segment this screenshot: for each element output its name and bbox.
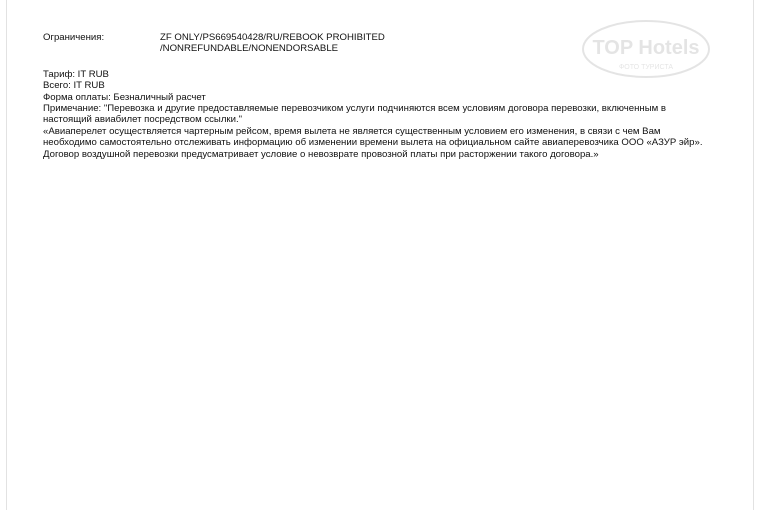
ticket-text [43,32,703,160]
page-right-edge [753,0,754,510]
svg-text:ФОТО ТУРИСТА: ФОТО ТУРИСТА [618,64,674,71]
note-paragraph: Примечание: "Перевозка и другие предоставляемые перевозчиком услуги подчиняются всем условиям договора перевозки, включенным в настоящий авиабилет посредством ссылки." [43,103,666,126]
restrictions-value-line2: /NONREFUNDABLE/NONENDORSABLE [160,43,339,55]
spacer [43,55,703,69]
restrictions-row [43,32,703,55]
contract-paragraph: Договор воздушной перевозки предусматривает условие о невозврате провозной платы при расторжении такого договора.» [43,148,599,160]
total-line: Всего: IT RUB [43,80,105,92]
page-left-edge [6,0,7,510]
restrictions-value-line1: ZF ONLY/PS669540428/RU/REBOOK PROHIBITED [160,32,385,43]
charter-paragraph: «Авиаперелет осуществляется чартерным рейсом, время вылета не является существенным условием его изменения, в связи с чем Вам необходимо самостоятельно отслеживать информацию об изменении времени вылета на официальном сайте авиаперевозчика ООО «АЗУР эйр». [43,125,703,149]
fare-line: Тариф: IT RUB [43,68,109,80]
restrictions-value [160,32,703,55]
restrictions-label: Ограничения: [43,32,105,43]
payment-line: Форма оплаты: Безналичный расчет [43,91,206,103]
svg-text:TOP Hotels: TOP Hotels [592,37,700,59]
